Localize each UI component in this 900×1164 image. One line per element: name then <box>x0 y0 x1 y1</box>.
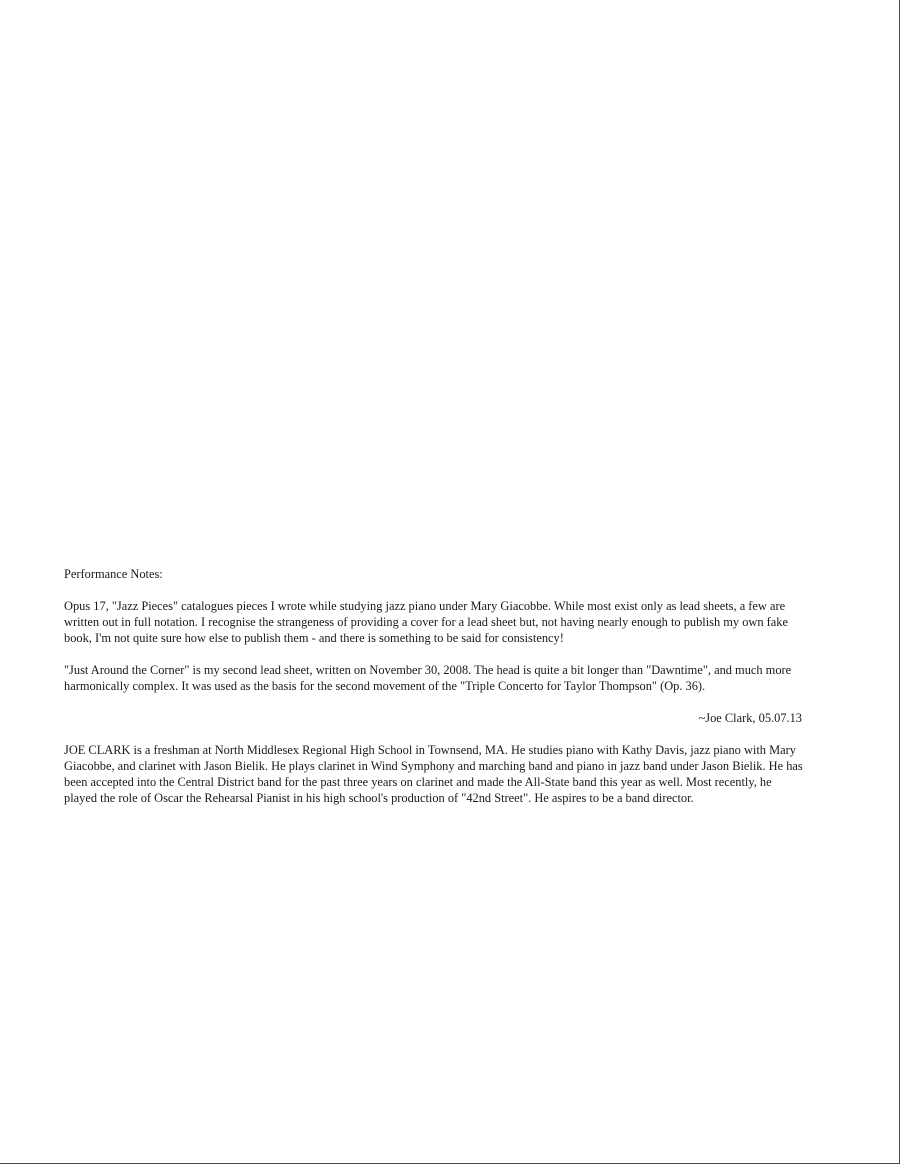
performance-notes-section <box>64 566 804 806</box>
composer-biography: JOE CLARK is a freshman at North Middlesex Regional High School in Townsend, MA. He studies piano with Kathy Davis, jazz piano with Mary Giacobbe, and clarinet with Jason Bielik. He plays clarinet in Wind Symphony and marching band and piano in jazz band under Jason Bielik. He has been accepted into the Central District band for the past three years on clarinet and made the All-State band this year as well. Most recently, he played the role of Oscar the Rehearsal Pianist in his high school's production of "42nd Street". He aspires to be a band director. <box>64 743 803 805</box>
paragraph-opus-description: Opus 17, "Jazz Pieces" catalogues pieces I wrote while studying jazz piano under Mary Giacobbe. While most exist only as lead sheets, a few are written out in full notation. I recognise the strangeness of providing a cover for a lead sheet but, not having nearly enough to publish my own fake book, I'm not quite sure how else to publish them - and there is something to be said for consistency! <box>64 599 788 645</box>
section-heading: Performance Notes: <box>64 567 163 581</box>
author-signature: ~Joe Clark, 05.07.13 <box>698 711 802 725</box>
paragraph-piece-description: "Just Around the Corner" is my second lead sheet, written on November 30, 2008. The head is quite a bit longer than "Dawntime", and much more harmonically complex. It was used as the basis for the second movement of the "Triple Concerto for Taylor Thompson" (Op. 36). <box>64 663 792 693</box>
